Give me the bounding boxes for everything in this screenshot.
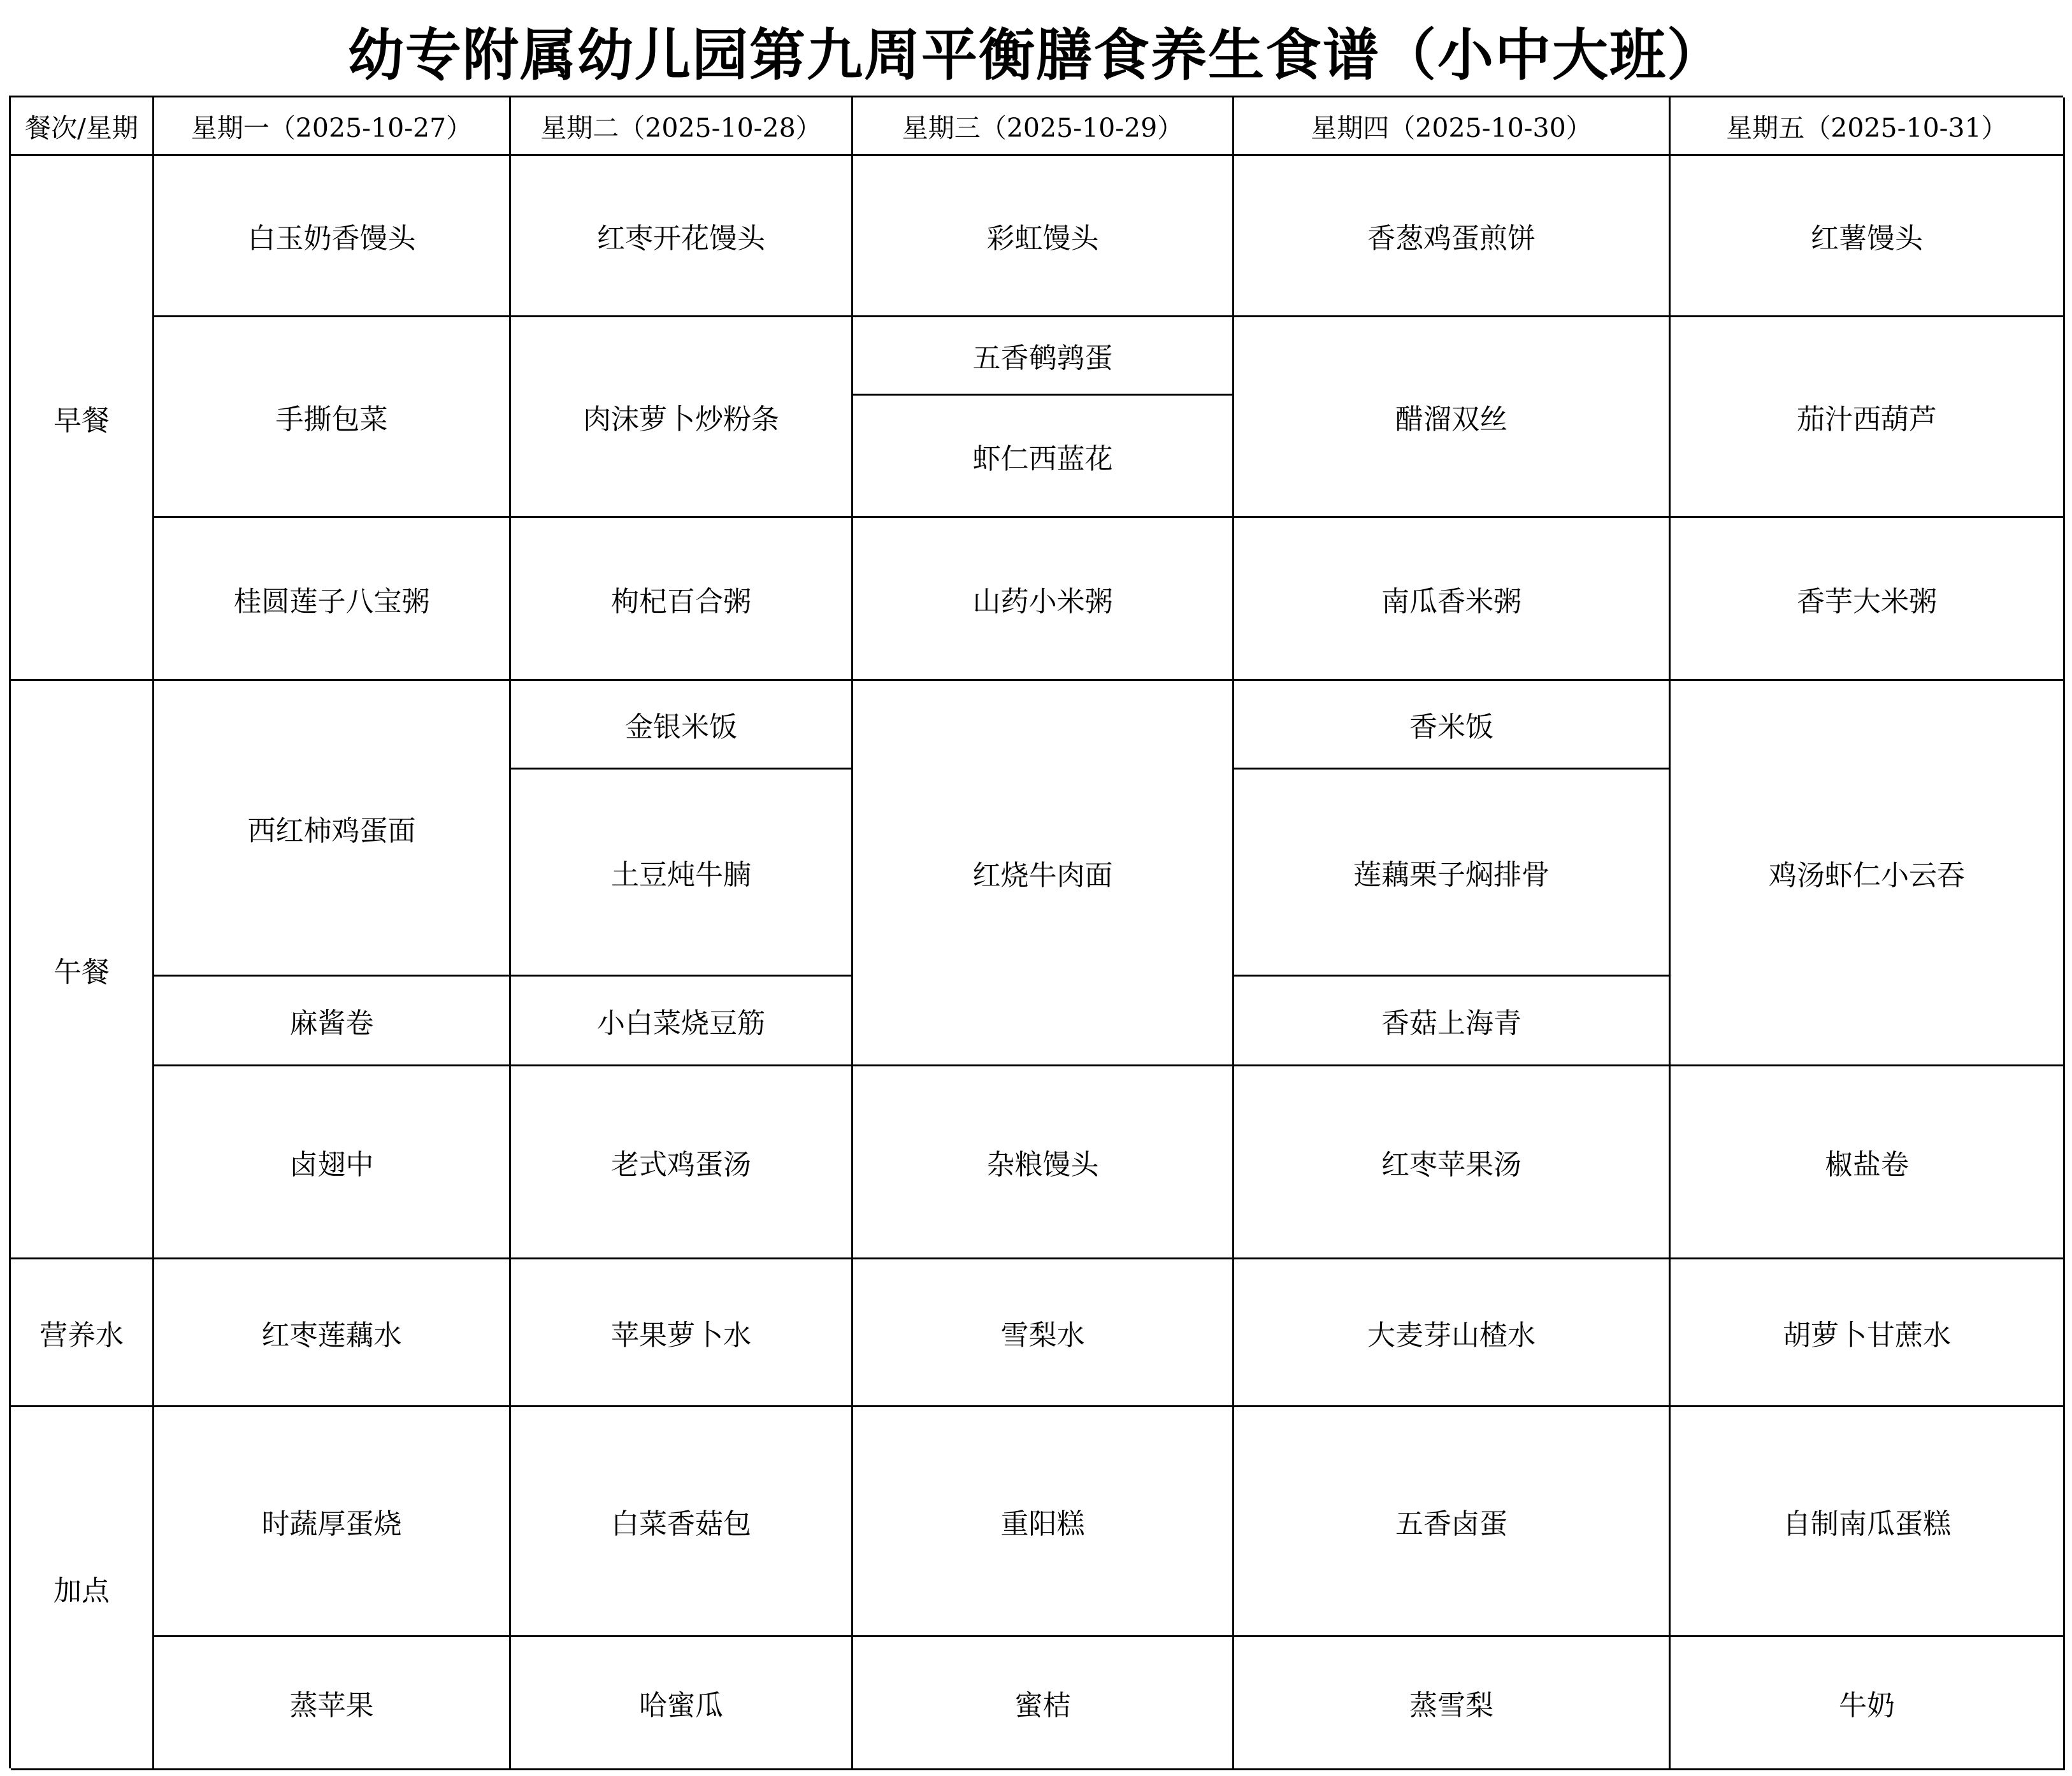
menu-cell: 老式鸡蛋汤: [511, 1066, 853, 1259]
menu-cell: 手撕包菜: [154, 317, 511, 518]
menu-cell: 麻酱卷: [154, 977, 511, 1066]
menu-cell: 椒盐卷: [1671, 1066, 2065, 1259]
meal-label-snack: 加点: [11, 1407, 154, 1770]
menu-cell: 红枣苹果汤: [1234, 1066, 1671, 1259]
menu-cell: 红烧牛肉面: [853, 681, 1234, 1066]
menu-cell: 大麦芽山楂水: [1234, 1259, 1671, 1407]
menu-cell: 茄汁西葫芦: [1671, 317, 2065, 518]
menu-cell: 自制南瓜蛋糕: [1671, 1407, 2065, 1637]
menu-cell: 白菜香菇包: [511, 1407, 853, 1637]
menu-cell: 五香卤蛋: [1234, 1407, 1671, 1637]
menu-cell: 蒸苹果: [154, 1637, 511, 1770]
menu-cell: 重阳糕: [853, 1407, 1234, 1637]
menu-cell: 胡萝卜甘蔗水: [1671, 1259, 2065, 1407]
menu-cell: 西红柿鸡蛋面: [154, 681, 511, 977]
menu-cell: 醋溜双丝: [1234, 317, 1671, 518]
menu-cell: 红枣开花馒头: [511, 156, 853, 317]
menu-cell: 桂圆莲子八宝粥: [154, 518, 511, 681]
menu-cell: 香芋大米粥: [1671, 518, 2065, 681]
menu-cell: 五香鹌鹑蛋: [853, 317, 1234, 396]
menu-cell: 莲藕栗子焖排骨: [1234, 770, 1671, 977]
menu-cell: 卤翅中: [154, 1066, 511, 1259]
menu-cell: 土豆炖牛腩: [511, 770, 853, 977]
day-header-mon: 星期一（2025-10-27）: [154, 97, 511, 156]
day-header-wed: 星期三（2025-10-29）: [853, 97, 1234, 156]
meal-label-breakfast: 早餐: [11, 156, 154, 681]
menu-cell: 鸡汤虾仁小云吞: [1671, 681, 2065, 1066]
menu-cell: 牛奶: [1671, 1637, 2065, 1770]
meal-label-lunch: 午餐: [11, 681, 154, 1259]
day-header-fri: 星期五（2025-10-31）: [1671, 97, 2065, 156]
menu-cell: 哈蜜瓜: [511, 1637, 853, 1770]
menu-table: [9, 96, 2063, 1768]
menu-cell: 香米饭: [1234, 681, 1671, 770]
menu-cell: 南瓜香米粥: [1234, 518, 1671, 681]
menu-cell: 枸杞百合粥: [511, 518, 853, 681]
meal-label-water: 营养水: [11, 1259, 154, 1407]
menu-cell: 蒸雪梨: [1234, 1637, 1671, 1770]
menu-cell: 雪梨水: [853, 1259, 1234, 1407]
menu-cell: 彩虹馒头: [853, 156, 1234, 317]
menu-cell: 香葱鸡蛋煎饼: [1234, 156, 1671, 317]
menu-cell: 红枣莲藕水: [154, 1259, 511, 1407]
menu-cell: 金银米饭: [511, 681, 853, 770]
menu-cell: 香菇上海青: [1234, 977, 1671, 1066]
menu-cell: 时蔬厚蛋烧: [154, 1407, 511, 1637]
corner-header: 餐次/星期: [11, 97, 154, 156]
page-title: 幼专附属幼儿园第九周平衡膳食养生食谱（小中大班）: [347, 22, 1724, 88]
menu-cell: 山药小米粥: [853, 518, 1234, 681]
day-header-tue: 星期二（2025-10-28）: [511, 97, 853, 156]
menu-cell: 蜜桔: [853, 1637, 1234, 1770]
day-header-thu: 星期四（2025-10-30）: [1234, 97, 1671, 156]
menu-cell: 白玉奶香馒头: [154, 156, 511, 317]
menu-cell: 小白菜烧豆筋: [511, 977, 853, 1066]
menu-cell: 虾仁西蓝花: [853, 396, 1234, 518]
menu-cell: 红薯馒头: [1671, 156, 2065, 317]
menu-cell: 苹果萝卜水: [511, 1259, 853, 1407]
menu-cell: 肉沫萝卜炒粉条: [511, 317, 853, 518]
menu-cell: 杂粮馒头: [853, 1066, 1234, 1259]
